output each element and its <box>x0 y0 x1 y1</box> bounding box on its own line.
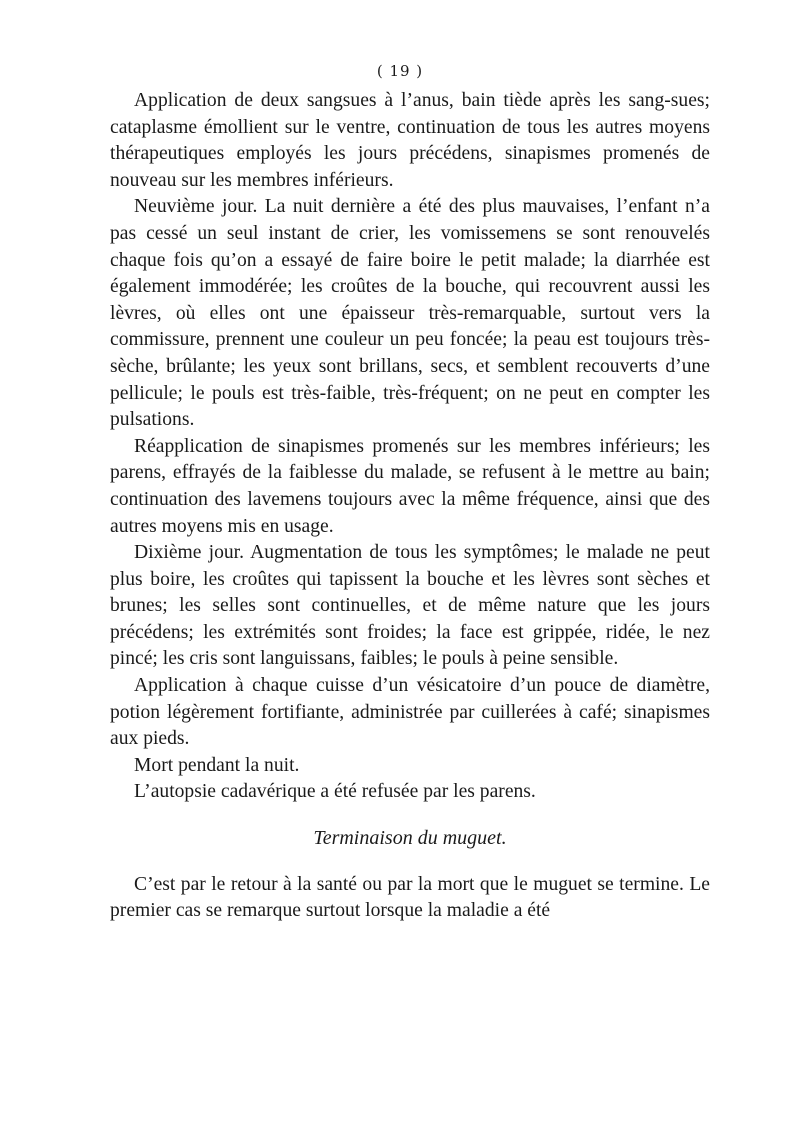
page-number: ( 19 ) <box>376 62 424 80</box>
paragraph-treatment: Application de deux sangsues à l’anus, bain tiède après les sang-sues; cataplasme émollient sur le ventre, continuation de tous les autres moyens thérapeutiques employés les jours précédens, sinapismes promenés de nouveau sur les membres inférieurs. <box>110 90 710 191</box>
paragraph-vesicatory: Application à chaque cuisse d’un vésicatoire d’un pouce de diamètre, potion légèrement fortifiante, administrée par cuillerées à café; sinapismes aux pieds. <box>110 675 710 750</box>
paragraph-ninth-day: Neuvième jour. La nuit dernière a été des plus mauvaises, l’enfant n’a pas cessé un seul instant de crier, les vomissemens se sont renouvelés chaque fois qu’on a essayé de faire boire le petit malade; la diarrhée est également immodérée; les croûtes de la bouche, qui recouvrent aussi les lèvres, où elles ont une épaisseur très-remarquable, surtout vers la commissure, prennent une couleur un peu foncée; la peau est toujours très-sèche, brûlante; les yeux sont brillans, secs, et semblent recouverts d’une pellicule; le pouls est très-faible, très-fréquent; on ne peut en compter les pulsations. <box>110 196 710 431</box>
paragraph-death: Mort pendant la nuit. <box>134 754 300 776</box>
body-text <box>110 88 710 925</box>
section-heading: Terminaison du muguet. <box>313 827 507 850</box>
paragraph-tenth-day: Dixième jour. Augmentation de tous les symptômes; le malade ne peut plus boire, les croûtes qui tapissent la bouche et les lèvres sont sèches et brunes; les selles sont continuelles, et de même nature que les jours précédens; les extrémités sont froides; la face est grippée, ridée, le nez pincé; les cris sont languissans, faibles; le pouls à peine sensible. <box>110 542 710 670</box>
paragraph-conclusion: C’est par le retour à la santé ou par la mort que le muguet se termine. Le premier cas se remarque surtout lorsque la maladie a été <box>110 873 710 922</box>
paragraph-autopsy: L’autopsie cadavérique a été refusée par les parens. <box>134 781 536 803</box>
paragraph-reapplication: Réapplication de sinapismes promenés sur les membres inférieurs; les parens, effrayés de la faiblesse du malade, se refusent à le mettre au bain; continuation des lavemens toujours avec la même fréquence, ainsi que des autres moyens mis en usage. <box>110 435 710 537</box>
